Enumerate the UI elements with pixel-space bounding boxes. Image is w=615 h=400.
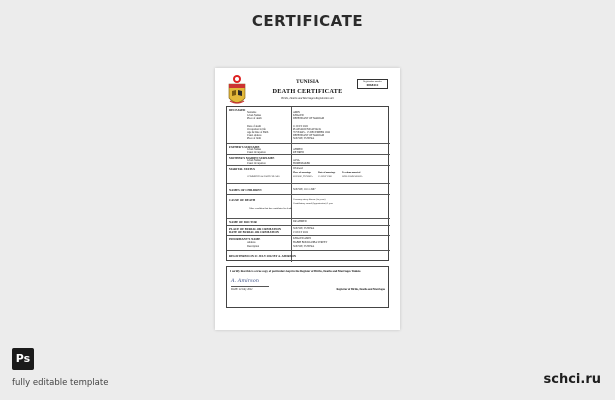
section-registered	[227, 250, 390, 262]
certification-date: DATE: 22 July 2022	[231, 288, 253, 291]
section-title: PLACE OF BURIAL OR CREMATION	[229, 226, 282, 231]
template-tagline: fully editable template	[12, 378, 109, 388]
section-cause-of-death	[227, 194, 390, 218]
marital-value: Widowed	[293, 167, 303, 170]
marital-spouse: WILLIAMS MARIA	[342, 175, 363, 178]
certification-text: I certify that this is a true copy of particulars kept in the Register of Births, Deaths and Marriages Tunisia	[230, 269, 361, 273]
informant-name: KHALED AMIN	[293, 237, 312, 240]
marital-col-date: Date of marriage	[318, 171, 336, 174]
cause-note: Other condition that has contributed to death	[249, 207, 292, 210]
section-title: MARITAL STATUS	[229, 166, 256, 171]
cause-line: Coronary artery disease (in years)	[293, 198, 326, 201]
document-title: DEATH CERTIFICATE	[272, 88, 343, 95]
document-subtitle: Births, Deaths and Marriages Registration Act	[281, 97, 334, 100]
certificate-document	[215, 68, 400, 330]
section-title: NAME OF DOCTOR	[229, 219, 257, 224]
marital-left-label: COMMENTS & PARTICULARS	[247, 175, 280, 178]
section-marital-status	[227, 165, 390, 183]
doctor-value: DR AHMED	[293, 220, 307, 223]
registrar-signature: A. Amirson	[231, 278, 259, 284]
burial-date: 13 JULY 2022	[293, 230, 309, 234]
section-burial	[227, 225, 390, 235]
section-title: DECEASED	[229, 107, 246, 112]
section-doctor	[227, 218, 390, 225]
certification-box	[226, 266, 389, 308]
section-father: FATHER'S SURNAME Given Names AHMED Usual Occupation RETIRED	[227, 143, 390, 154]
section-title: NAMES OF CHILDREN	[229, 188, 262, 192]
registrar-title: Registrar of Births, Deaths and Marriages	[336, 288, 385, 291]
section-children	[227, 183, 390, 194]
registration-box	[357, 79, 388, 89]
marital-place: SOUSSE, TUNISIA	[293, 175, 313, 178]
section-title: INFORMANT'S NAME	[229, 236, 261, 241]
section-title: FATHER'S SURNAME	[229, 144, 260, 149]
page-heading: CERTIFICATE	[251, 12, 364, 30]
brand-watermark[interactable]: schci.ru	[543, 372, 601, 387]
marital-col-place: Place of marriage	[293, 171, 312, 174]
registration-number: 0068112	[366, 83, 379, 87]
registration-label: Registration number	[363, 81, 382, 83]
section-informant: INFORMANT'S NAME KHALED AMIN Address HABIB BOURGUIBA STREET Description SOUSSE, TUNISIA	[227, 235, 390, 250]
section-deceased: DECEASED Surname AMIN Given Names KHALED Place of death DEPENDANT OF MARIAM Date of death 11 JULY 2022 Occupation in life PLAYGROUND ATTACK Age & Date of Birth 79 YEARS - 15 DECEMBER 1942 Usual address DEPENDANT OF MARIAM Place of birth SOUSSE, TUNISIA	[229, 107, 331, 140]
marital-col-spouse: To whom married	[342, 171, 361, 174]
section-title: CAUSE OF DEATH	[229, 198, 256, 202]
document-country: TUNISIA	[296, 79, 319, 85]
particulars-table	[226, 106, 389, 261]
burial-place: SOUSSE, TUNISIA	[293, 227, 315, 230]
photoshop-logo-icon: Ps	[12, 348, 34, 370]
signature-line	[231, 286, 269, 287]
section-title-2: DATE OF BURIAL OR CREMATION	[229, 230, 279, 234]
section-title: MOTHER'S MAIDEN SURNAME	[229, 155, 275, 160]
registered-line: REGISTERED ON 21 JULY 2022 BY A. AMIRSON	[229, 254, 297, 258]
children-value: SOUSSE, 10.11.1967	[293, 188, 316, 191]
cause-line: Contributory causal (hypertension) 5 year	[293, 202, 333, 205]
section-mother: MOTHER'S MAIDEN SURNAME Given Names ALYA Usual Occupation HOMEMAKER	[227, 154, 390, 165]
marital-date: 15 JULY 1966	[318, 175, 332, 178]
